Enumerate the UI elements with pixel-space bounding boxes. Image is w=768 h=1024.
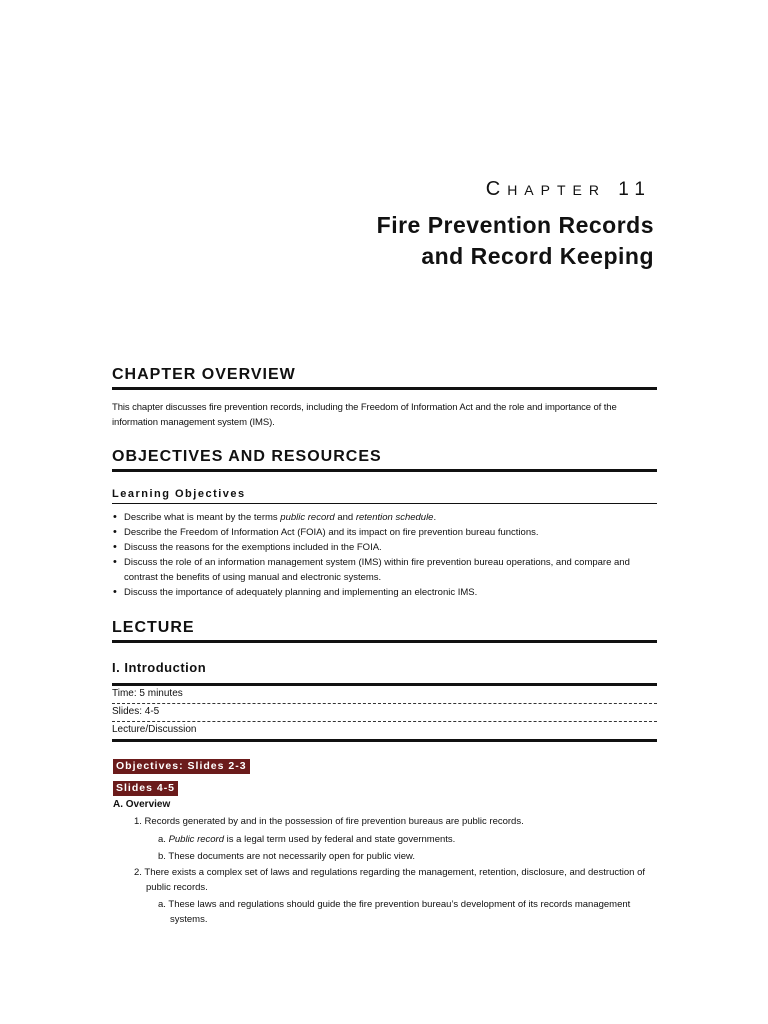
outline-item-2a: a. These laws and regulations should guide the fire prevention bureau’s development of its records management systems. [158, 899, 631, 925]
objective-item: • Discuss the reasons for the exemptions included in the FOIA. [113, 540, 658, 555]
chapter-title [300, 210, 654, 272]
chapter-label-initial: C [485, 178, 508, 200]
introduction-heading: I. Introduction [112, 660, 207, 675]
overview-text: This chapter discusses fire prevention records, including the Freedom of Information Act and the role and importance of the information management system (IMS). [112, 402, 617, 428]
chapter-number: 11 [618, 179, 652, 200]
lecture-info-table [112, 683, 657, 742]
chapter-label [380, 178, 652, 201]
outline-item-1a [158, 832, 668, 847]
objective-text: and [334, 512, 356, 523]
objectives-heading: OBJECTIVES AND RESOURCES [112, 448, 657, 472]
term-public-record: Public record [168, 834, 225, 845]
objective-item: • Describe the Freedom of Information Act (FOIA) and its impact on fire prevention bureau functions. [113, 525, 658, 540]
objective-term-public-record: public record [280, 512, 335, 523]
outline-section-a: A. Overview [113, 799, 171, 810]
objective-term-retention-schedule: retention schedule [355, 512, 434, 523]
outline-marker: a. [158, 834, 169, 845]
outline-item-2: 2. There exists a complex set of laws and regulations regarding the management, retention, disclosure, and destruction of public records. [134, 867, 646, 893]
method-row: Lecture/Discussion [112, 721, 657, 739]
objective-text: . [433, 512, 437, 523]
objective-item [113, 510, 658, 525]
time-row: Time: 5 minutes [112, 688, 183, 699]
outline-item-1: 1. Records generated by and in the possession of fire prevention bureaus are public records. [134, 816, 524, 827]
chapter-label-word: HAPTER [507, 182, 606, 198]
slides-row: Slides: 4-5 [112, 703, 657, 721]
overview-heading: CHAPTER OVERVIEW [112, 366, 657, 390]
lecture-heading: LECTURE [112, 619, 657, 643]
learning-objectives-heading: Learning Objectives [112, 488, 657, 504]
objectives-list [113, 510, 658, 600]
objectives-slides-tag: Objectives: Slides 2-3 [113, 759, 250, 774]
outline-text: is a legal term used by federal and state governments. [224, 834, 456, 845]
chapter-title-line2: and Record Keeping [421, 243, 654, 269]
slides-tag: Slides 4-5 [113, 781, 178, 796]
objective-item: • Discuss the importance of adequately planning and implementing an electronic IMS. [113, 585, 658, 600]
chapter-title-line1: Fire Prevention Records [376, 212, 654, 238]
objective-item: • Discuss the role of an information management system (IMS) within fire prevention bureau operations, and compare and contrast the benefits of using manual and electronic systems. [113, 555, 658, 585]
objective-text: Describe what is meant by the terms [124, 512, 281, 523]
outline-item-1b: b. These documents are not necessarily open for public view. [158, 851, 415, 862]
